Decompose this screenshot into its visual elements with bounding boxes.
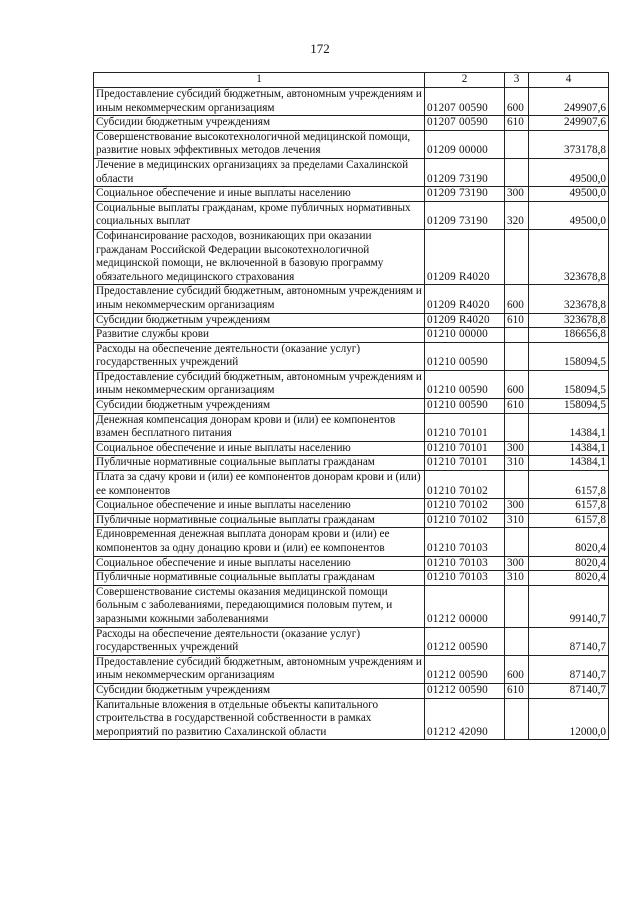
row-sum-cell: 87140,7 [529, 627, 609, 655]
row-name-cell: Софинансирование расходов, возникающих при оказании гражданам Российской Федерации высокотехнологичной медицинской помощи, не включенной в базовую программу обязательного медицинского страхования [94, 229, 425, 284]
budget-table [93, 72, 609, 740]
row-type-cell [505, 130, 529, 158]
table-row [94, 187, 609, 202]
row-code-cell: 01209 73190 [425, 201, 505, 229]
row-name-cell: Расходы на обеспечение деятельности (оказание услуг) государственных учреждений [94, 627, 425, 655]
row-name-cell: Плата за сдачу крови и (или) ее компонентов донорам крови и (или) ее компонентов [94, 471, 425, 499]
row-type-cell: 600 [505, 370, 529, 398]
row-type-cell [505, 528, 529, 556]
row-type-cell: 610 [505, 683, 529, 698]
row-code-cell: 01210 70101 [425, 413, 505, 441]
table-row [94, 683, 609, 698]
row-name-cell: Предоставление субсидий бюджетным, автономным учреждениям и иным некоммерческим организациям [94, 285, 425, 313]
row-type-cell [505, 698, 529, 740]
row-name-cell: Публичные нормативные социальные выплаты гражданам [94, 456, 425, 471]
row-code-cell: 01210 00590 [425, 370, 505, 398]
row-type-cell: 320 [505, 201, 529, 229]
row-name-cell: Предоставление субсидий бюджетным, автономным учреждениям и иным некоммерческим организациям [94, 370, 425, 398]
table-row [94, 655, 609, 683]
row-sum-cell: 6157,8 [529, 513, 609, 528]
row-name-cell: Совершенствование системы оказания медицинской помощи больным с заболеваниями, передающимися половым путем, и заразными кожными заболеваниями [94, 585, 425, 627]
row-name-cell: Субсидии бюджетным учреждениям [94, 683, 425, 698]
table-row [94, 441, 609, 456]
row-name-cell: Социальные выплаты гражданам, кроме публичных нормативных социальных выплат [94, 201, 425, 229]
row-code-cell: 01212 00590 [425, 627, 505, 655]
row-type-cell: 310 [505, 571, 529, 586]
column-header-type: 3 [505, 73, 529, 88]
row-type-cell: 600 [505, 655, 529, 683]
table-row [94, 88, 609, 116]
row-name-cell: Социальное обеспечение и иные выплаты населению [94, 187, 425, 202]
row-sum-cell: 158094,5 [529, 370, 609, 398]
row-type-cell: 610 [505, 399, 529, 414]
row-type-cell [505, 585, 529, 627]
table-row [94, 413, 609, 441]
column-header-code: 2 [425, 73, 505, 88]
column-header-sum: 4 [529, 73, 609, 88]
table-row [94, 201, 609, 229]
row-sum-cell: 14384,1 [529, 456, 609, 471]
row-code-cell: 01209 R4020 [425, 285, 505, 313]
table-header-row [94, 73, 609, 88]
row-name-cell: Лечение в медицинских организациях за пределами Сахалинской области [94, 158, 425, 186]
row-type-cell: 610 [505, 313, 529, 328]
row-type-cell [505, 342, 529, 370]
table-row [94, 499, 609, 514]
row-type-cell [505, 328, 529, 343]
row-name-cell: Социальное обеспечение и иные выплаты населению [94, 441, 425, 456]
row-type-cell [505, 229, 529, 284]
row-type-cell: 300 [505, 441, 529, 456]
row-name-cell: Денежная компенсация донорам крови и (или) ее компонентов взамен бесплатного питания [94, 413, 425, 441]
row-code-cell: 01209 00000 [425, 130, 505, 158]
row-sum-cell: 14384,1 [529, 441, 609, 456]
row-type-cell [505, 471, 529, 499]
table-row [94, 528, 609, 556]
table-row [94, 399, 609, 414]
table-row [94, 116, 609, 131]
table-row [94, 571, 609, 586]
row-code-cell: 01210 00590 [425, 342, 505, 370]
table-row [94, 229, 609, 284]
row-type-cell: 300 [505, 556, 529, 571]
row-sum-cell: 49500,0 [529, 187, 609, 202]
row-code-cell: 01210 00000 [425, 328, 505, 343]
row-name-cell: Совершенствование высокотехнологичной медицинской помощи, развитие новых эффективных методов лечения [94, 130, 425, 158]
row-name-cell: Публичные нормативные социальные выплаты гражданам [94, 513, 425, 528]
row-sum-cell: 6157,8 [529, 471, 609, 499]
row-name-cell: Субсидии бюджетным учреждениям [94, 399, 425, 414]
row-sum-cell: 87140,7 [529, 655, 609, 683]
row-code-cell: 01210 70102 [425, 513, 505, 528]
row-name-cell: Социальное обеспечение и иные выплаты населению [94, 499, 425, 514]
page-number: 172 [310, 41, 330, 56]
row-sum-cell: 373178,8 [529, 130, 609, 158]
row-sum-cell: 186656,8 [529, 328, 609, 343]
row-code-cell: 01209 73190 [425, 187, 505, 202]
table-row [94, 471, 609, 499]
row-sum-cell: 323678,8 [529, 229, 609, 284]
row-sum-cell: 14384,1 [529, 413, 609, 441]
row-name-cell: Предоставление субсидий бюджетным, автономным учреждениям и иным некоммерческим организациям [94, 655, 425, 683]
row-sum-cell: 8020,4 [529, 528, 609, 556]
row-code-cell: 01209 R4020 [425, 229, 505, 284]
row-sum-cell: 6157,8 [529, 499, 609, 514]
row-type-cell [505, 627, 529, 655]
row-code-cell: 01210 70101 [425, 456, 505, 471]
row-code-cell: 01210 70101 [425, 441, 505, 456]
row-code-cell: 01210 00590 [425, 399, 505, 414]
row-type-cell: 300 [505, 187, 529, 202]
table-row [94, 627, 609, 655]
row-code-cell: 01212 00000 [425, 585, 505, 627]
row-type-cell [505, 413, 529, 441]
table-row [94, 456, 609, 471]
row-sum-cell: 323678,8 [529, 285, 609, 313]
row-type-cell: 300 [505, 499, 529, 514]
table-row [94, 370, 609, 398]
row-code-cell: 01210 70103 [425, 528, 505, 556]
table-row [94, 342, 609, 370]
row-type-cell [505, 158, 529, 186]
row-sum-cell: 49500,0 [529, 158, 609, 186]
table-row [94, 130, 609, 158]
row-name-cell: Публичные нормативные социальные выплаты гражданам [94, 571, 425, 586]
row-sum-cell: 49500,0 [529, 201, 609, 229]
table-body [94, 88, 609, 740]
row-sum-cell: 8020,4 [529, 571, 609, 586]
row-code-cell: 01207 00590 [425, 116, 505, 131]
table-row [94, 158, 609, 186]
row-sum-cell: 158094,5 [529, 342, 609, 370]
row-name-cell: Субсидии бюджетным учреждениям [94, 313, 425, 328]
row-name-cell: Расходы на обеспечение деятельности (оказание услуг) государственных учреждений [94, 342, 425, 370]
row-name-cell: Субсидии бюджетным учреждениям [94, 116, 425, 131]
row-type-cell: 310 [505, 513, 529, 528]
row-type-cell: 610 [505, 116, 529, 131]
row-sum-cell: 158094,5 [529, 399, 609, 414]
row-type-cell: 310 [505, 456, 529, 471]
table-row [94, 328, 609, 343]
row-sum-cell: 99140,7 [529, 585, 609, 627]
row-code-cell: 01210 70103 [425, 556, 505, 571]
table-row [94, 285, 609, 313]
row-sum-cell: 249907,6 [529, 116, 609, 131]
row-code-cell: 01210 70103 [425, 571, 505, 586]
row-code-cell: 01210 70102 [425, 471, 505, 499]
row-type-cell: 600 [505, 285, 529, 313]
column-header-name: 1 [94, 73, 425, 88]
row-name-cell: Единовременная денежная выплата донорам крови и (или) ее компонентов за одну донацию крови и (или) ее компонентов [94, 528, 425, 556]
row-sum-cell: 8020,4 [529, 556, 609, 571]
row-code-cell: 01209 73190 [425, 158, 505, 186]
row-type-cell: 600 [505, 88, 529, 116]
row-code-cell: 01210 70102 [425, 499, 505, 514]
table-row [94, 585, 609, 627]
table-row [94, 313, 609, 328]
row-name-cell: Социальное обеспечение и иные выплаты населению [94, 556, 425, 571]
row-code-cell: 01212 00590 [425, 655, 505, 683]
table-row [94, 513, 609, 528]
table-row [94, 698, 609, 740]
row-sum-cell: 323678,8 [529, 313, 609, 328]
row-name-cell: Предоставление субсидий бюджетным, автономным учреждениям и иным некоммерческим организациям [94, 88, 425, 116]
row-sum-cell: 249907,6 [529, 88, 609, 116]
row-sum-cell: 87140,7 [529, 683, 609, 698]
row-name-cell: Капитальные вложения в отдельные объекты капитального строительства в государственной собственности в рамках мероприятий по развитию Сахалинской области [94, 698, 425, 740]
row-code-cell: 01212 42090 [425, 698, 505, 740]
row-code-cell: 01207 00590 [425, 88, 505, 116]
row-name-cell: Развитие службы крови [94, 328, 425, 343]
table-row [94, 556, 609, 571]
row-code-cell: 01212 00590 [425, 683, 505, 698]
row-code-cell: 01209 R4020 [425, 313, 505, 328]
row-sum-cell: 12000,0 [529, 698, 609, 740]
